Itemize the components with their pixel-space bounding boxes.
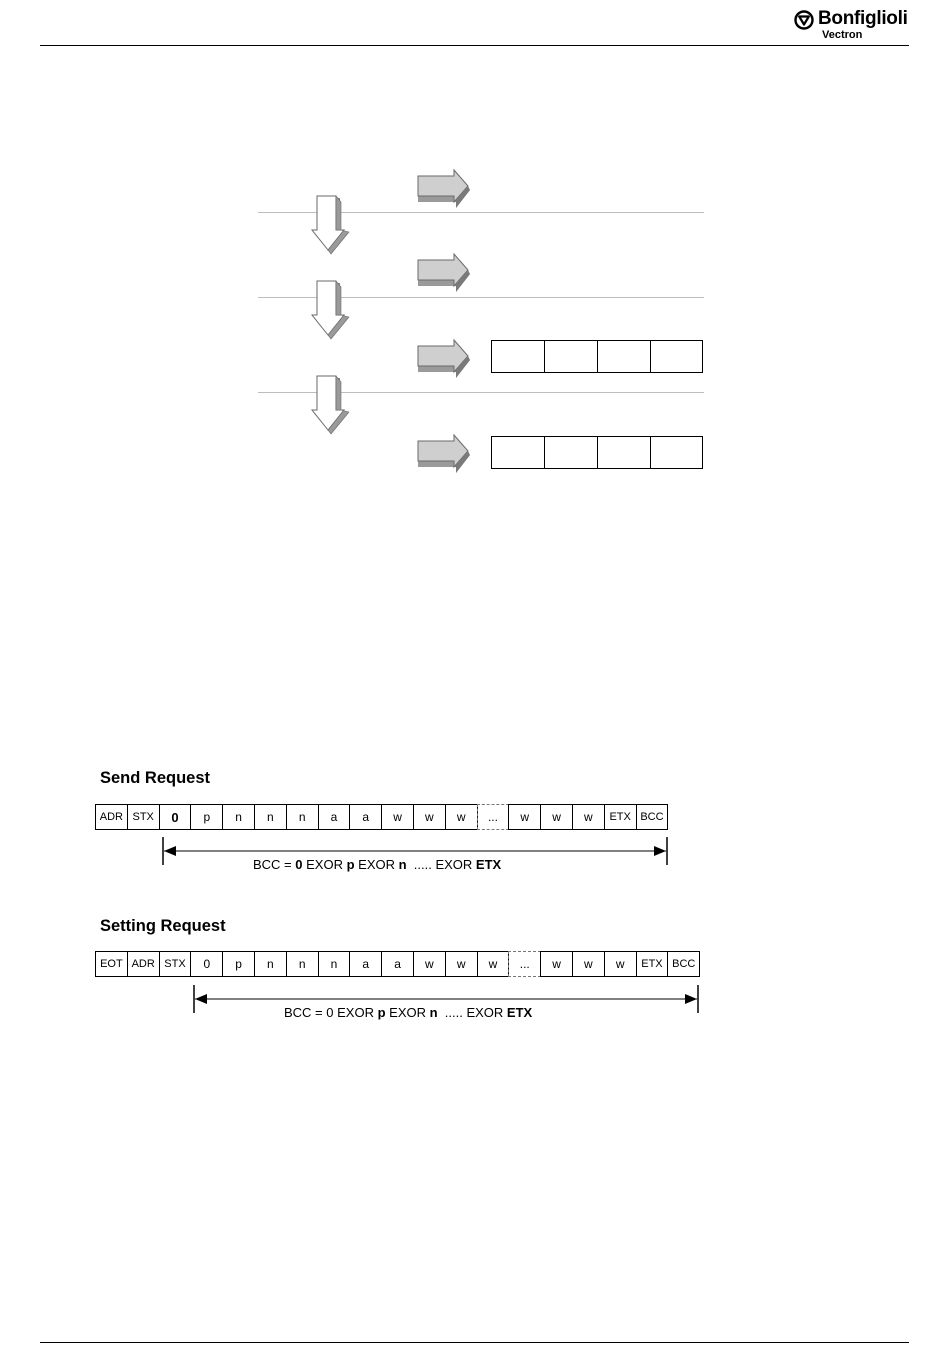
frame-cell: w [572,951,605,977]
down-arrow-icon [312,281,349,339]
frame-cell: a [318,804,351,830]
data-box [545,341,598,372]
frame-cell: 0 [190,951,223,977]
frame-cell: p [190,804,223,830]
frame-cell: w [604,951,637,977]
right-arrow-icon [418,170,470,208]
frame-cell: a [381,951,414,977]
formula-part: ETX [506,1005,533,1020]
formula-part: ..... EXOR [406,857,476,872]
frame-cell: w [413,804,446,830]
frame-cell: n [254,951,287,977]
frame-cell: EOT [95,951,128,977]
setting-request-frame [96,951,700,977]
data-box [598,437,651,468]
arrowhead-right-icon [685,994,697,1004]
formula-part: EXOR [354,857,399,872]
formula-prefix: BCC = [284,1005,327,1020]
frame-cell: n [286,951,319,977]
send-request-frame [96,804,668,830]
frame-cell: STX [159,951,192,977]
frame-cell: p [222,951,255,977]
right-arrow-icon [418,435,470,473]
formula-part: EXOR [333,1005,378,1020]
frame-cell: 0 [159,804,192,830]
data-box [651,437,702,468]
frame-cell: w [381,804,414,830]
footer-rule [40,1342,909,1343]
frame-cell: ADR [95,804,128,830]
frame-cell: BCC [636,804,669,830]
frame-cell: w [445,951,478,977]
data-boxes [491,436,703,469]
frame-cell: a [349,804,382,830]
frame-cell: STX [127,804,160,830]
frame-cell: BCC [667,951,700,977]
formula-part: EXOR [302,857,347,872]
right-arrow-icon [418,340,470,378]
frame-cell: n [286,804,319,830]
frame-cell: ETX [636,951,669,977]
formula-part: n [398,857,407,872]
flow-arrows [0,0,950,500]
frame-cell: w [540,951,573,977]
data-box [598,341,651,372]
frame-cell: w [477,951,510,977]
frame-cell: ADR [127,951,160,977]
frame-cell: n [318,951,351,977]
right-arrow-icon [418,254,470,292]
arrowhead-right-icon [654,846,666,856]
down-arrow-icon [312,376,349,434]
brand-name: Bonfiglioli [818,8,908,29]
formula-part: EXOR [385,1005,430,1020]
send-request-bcc-formula [253,857,501,872]
frame-cell: n [222,804,255,830]
frame-cell: ETX [604,804,637,830]
down-arrow-icon [312,196,349,254]
formula-part: p [346,857,355,872]
data-box [492,341,545,372]
frame-cell: w [508,804,541,830]
formula-part: ..... EXOR [437,1005,507,1020]
formula-prefix: BCC = [253,857,296,872]
setting-request-bcc-formula [284,1005,532,1020]
data-box [651,341,702,372]
formula-part: 0 [326,1005,334,1020]
data-boxes [491,340,703,373]
data-box [492,437,545,468]
frame-cell: w [413,951,446,977]
frame-cell: n [254,804,287,830]
setting-request-title: Setting Request [100,917,226,935]
brand-subname: Vectron [822,29,863,41]
formula-part: p [377,1005,386,1020]
send-request-title: Send Request [100,769,211,787]
data-box [545,437,598,468]
frame-cell: w [572,804,605,830]
arrowhead-left-icon [195,994,207,1004]
formula-part: 0 [295,857,303,872]
frame-cell: a [349,951,382,977]
formula-part: ETX [475,857,502,872]
frame-cell: w [445,804,478,830]
frame-cell: ... [477,804,510,830]
frame-cell: w [540,804,573,830]
frame-cell: ... [508,951,541,977]
arrowhead-left-icon [164,846,176,856]
formula-part: n [429,1005,438,1020]
